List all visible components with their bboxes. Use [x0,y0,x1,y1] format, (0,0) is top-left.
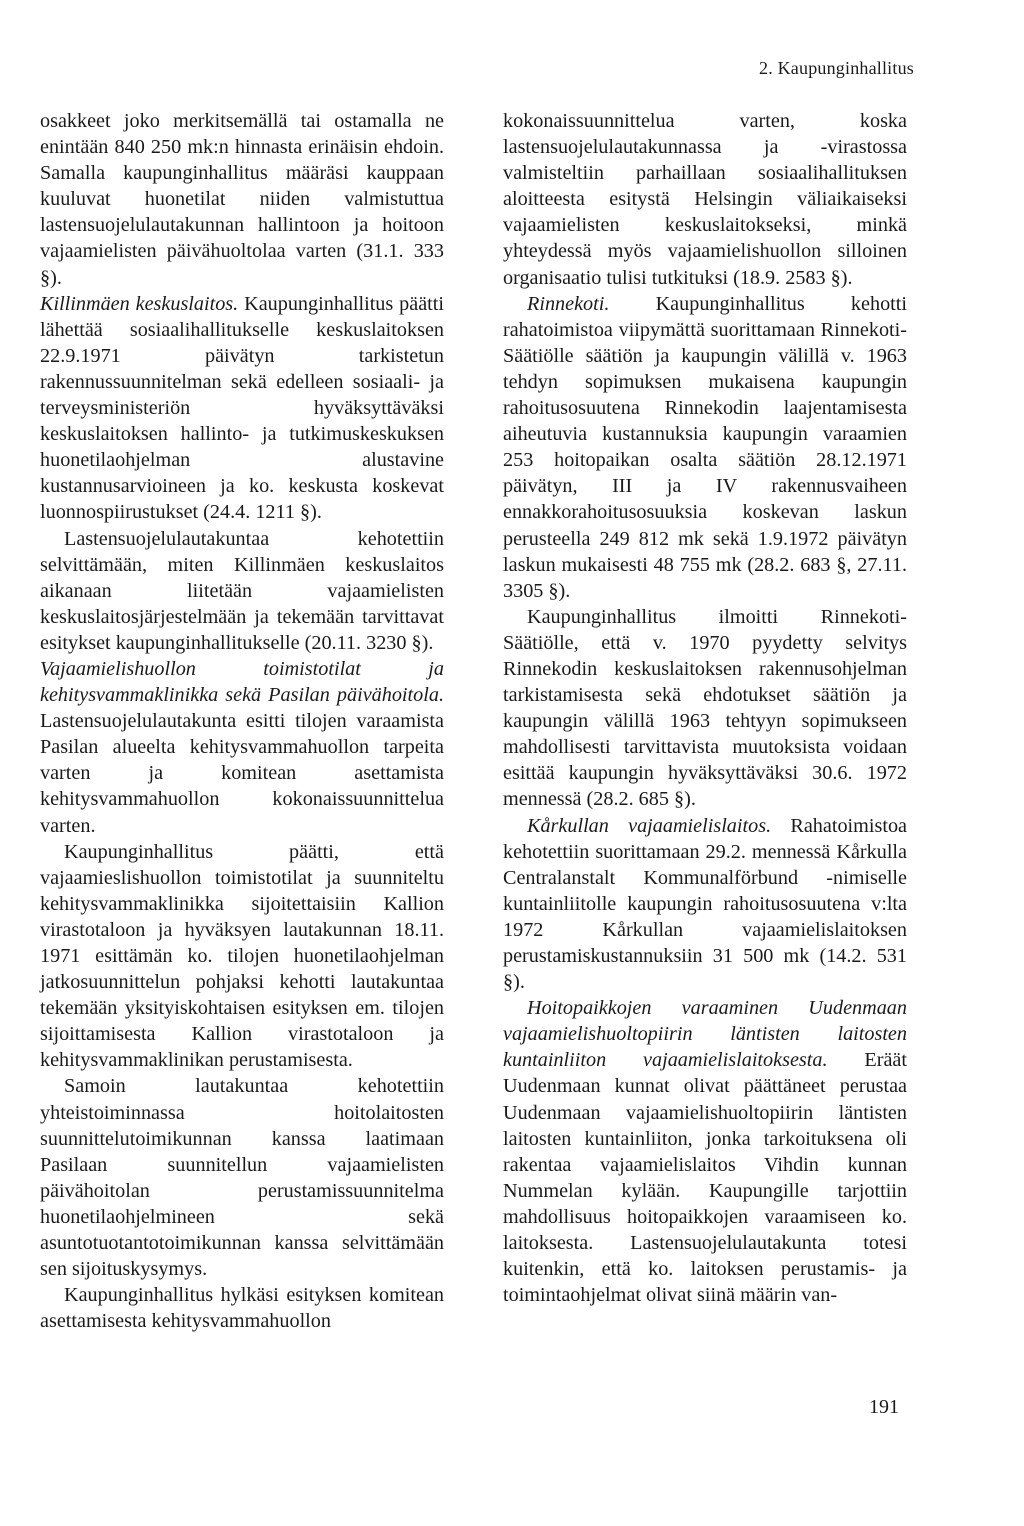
running-header: 2. Kaupunginhallitus [759,58,914,78]
section-heading: Rinnekoti. [527,292,610,315]
page-number: 191 [869,1396,899,1418]
paragraph: Kaupunginhallitus päätti, että vajaamieslishuollon toimistotilat ja suunniteltu kehitysvammaklinikka sijoitettaisiin Kallion virastotaloon ja hyväksyen lautakunnan 18.11. 1971 esittämän ko. tilojen huonetilaohjelman jatkosuunnittelun pohjaksi kehotti lautakuntaa tekemään yksityiskohtaisen esityksen em. tilojen sijoittamisesta Kallion virastotaloon ja kehitysvammaklinikan perustamisesta. [40,840,444,1072]
paragraph-text: Kaupunginhallitus päätti lähettää sosiaalihallitukselle keskuslaitoksen 22.9.1971 päivätyn tarkistetun rakennussuunnitelman sekä edelleen sosiaali- ja terveysministeriön hyväksyttäväksi keskuslaitoksen hallinto- ja tutkimuskeskuksen huonetilaohjelman alustavine kustannusarvioineen ja ko. keskusta koskevat luonnospiirustukset (24.4. 1211 §). [40,292,444,524]
paragraph [503,813,907,996]
paragraph: Kaupunginhallitus ilmoitti Rinnekoti-Säätiölle, että v. 1970 pyydetty selvitys Rinnekodin keskuslaitoksen rakennusohjelman tarkistamisesta sekä ehdotukset säätiön ja kaupungin välillä 1963 tehtyyn sopimukseen mahdollisesti tarvittavista muutoksista voidaan esittää kaupungin hyväksyttäväksi 30.6. 1972 mennessä (28.2. 685 §). [503,605,907,811]
right-column [503,108,907,1308]
paragraph: Lastensuojelulautakuntaa kehotettiin selvittämään, miten Killinmäen keskuslaitos aikanaan liitetään vajaamielisten keskuslaitosjärjestelmään ja tekemään tarvittavat esitykset kaupunginhallitukselle (20.11. 3230 §). [40,527,444,654]
paragraph-text: Kaupunginhallitus kehotti rahatoimistoa viipymättä suorittamaan Rinnekoti-Säätiölle säätiön ja kaupungin välillä v. 1963 tehdyn sopimuksen mukaisena kaupungin rahoitusosuutena Rinnekodin laajentamisesta aiheutuvia kustannuksia kaupungin varaamien 253 hoitopaikan osalta säätiön 28.12.1971 päivätyn, III ja IV rakennusvaiheen ennakkorahoitusosuuksia koskevan laskun perusteella 249 812 mk sekä 1.9.1972 päivätyn laskun mukaisesti 48 755 mk (28.2. 683 §, 27.11. 3305 §). [503,292,907,602]
paragraph [503,291,907,604]
paragraph-text: Lastensuojelulautakunta esitti tilojen varaamista Pasilan alueelta kehitysvammahuollon tarpeita varten ja komitean asettamista kehitysvammahuollon kokonaissuunnittelua varten. [40,710,444,837]
section-heading: Kårkullan vajaamielislaitos. [527,814,772,837]
paragraph: kokonaissuunnittelua varten, koska lastensuojelulautakunnassa ja -virastossa valmisteltiin parhaillaan sosiaalihallituksen aloitteesta esitystä Helsingin väliaikaiseksi vajaamielisten keskuslaitokseksi, minkä yhteydessä myös vajaamielishuollon silloinen organisaatio tulisi tutkituksi (18.9. 2583 §). [503,110,907,289]
section-heading: Killinmäen keskuslaitos. [40,292,239,315]
paragraph-text: Eräät Uudenmaan kunnat olivat päättäneet perustaa Uudenmaan vajaamielishuoltopiirin läntisten laitosten kuntainliiton, jonka tarkoituksena oli rakentaa vajaamielislaitos Vihdin kunnan Nummelan kylään. Kaupungille tarjottiin mahdollisuus hoitopaikkojen varaamiseen ko. laitoksesta. Lastensuojelulautakunta totesi kuitenkin, että ko. laitoksen perustamis- ja toimintaohjelmat olivat siinä määrin van- [503,1049,907,1307]
paragraph [40,656,444,839]
paragraph: Samoin lautakuntaa kehotettiin yhteistoiminnassa hoitolaitosten suunnittelutoimikunnan kanssa laatimaan Pasilaan suunnitellun vajaamielisten päivähoitolan perustamissuunnitelma huonetilaohjelmineen sekä asuntotuotantotoimikunnan kanssa selvittämään sen sijoituskysymys. [40,1075,444,1281]
paragraph-text: Rahatoimistoa kehotettiin suorittamaan 29.2. mennessä Kårkulla Centralanstalt Kommunalförbund -nimiselle kuntainliitolle kaupungin rahoitusosuutena v:lta 1972 Kårkullan vajaamielislaitoksen perustamiskustannuksiin 31 500 mk (14.2. 531 §). [503,814,907,994]
section-heading: Hoitopaikkojen varaaminen Uudenmaan vajaamielishuoltopiirin läntisten laitosten kuntainliiton vajaamielislaitoksesta. [503,997,907,1072]
paragraph [40,291,444,526]
paragraph: Kaupunginhallitus hylkäsi esityksen komitean asettamisesta kehitysvammahuollon [40,1284,444,1333]
section-heading: Vajaamielishuollon toimistotilat ja kehitysvammaklinikka sekä Pasilan päivähoitola. [40,657,444,707]
paragraph [503,995,907,1308]
left-column [40,108,444,1334]
paragraph: osakkeet joko merkitsemällä tai ostamalla ne enintään 840 250 mk:n hinnasta erinäisin ehdoin. Samalla kaupunginhallitus määräsi kauppaan kuuluvat huonetilat niiden valmistuttua lastensuojelulautakunnan hallintoon ja hoitoon vajaamielisten päivähuoltolaa varten (31.1. 333 §). [40,110,444,289]
